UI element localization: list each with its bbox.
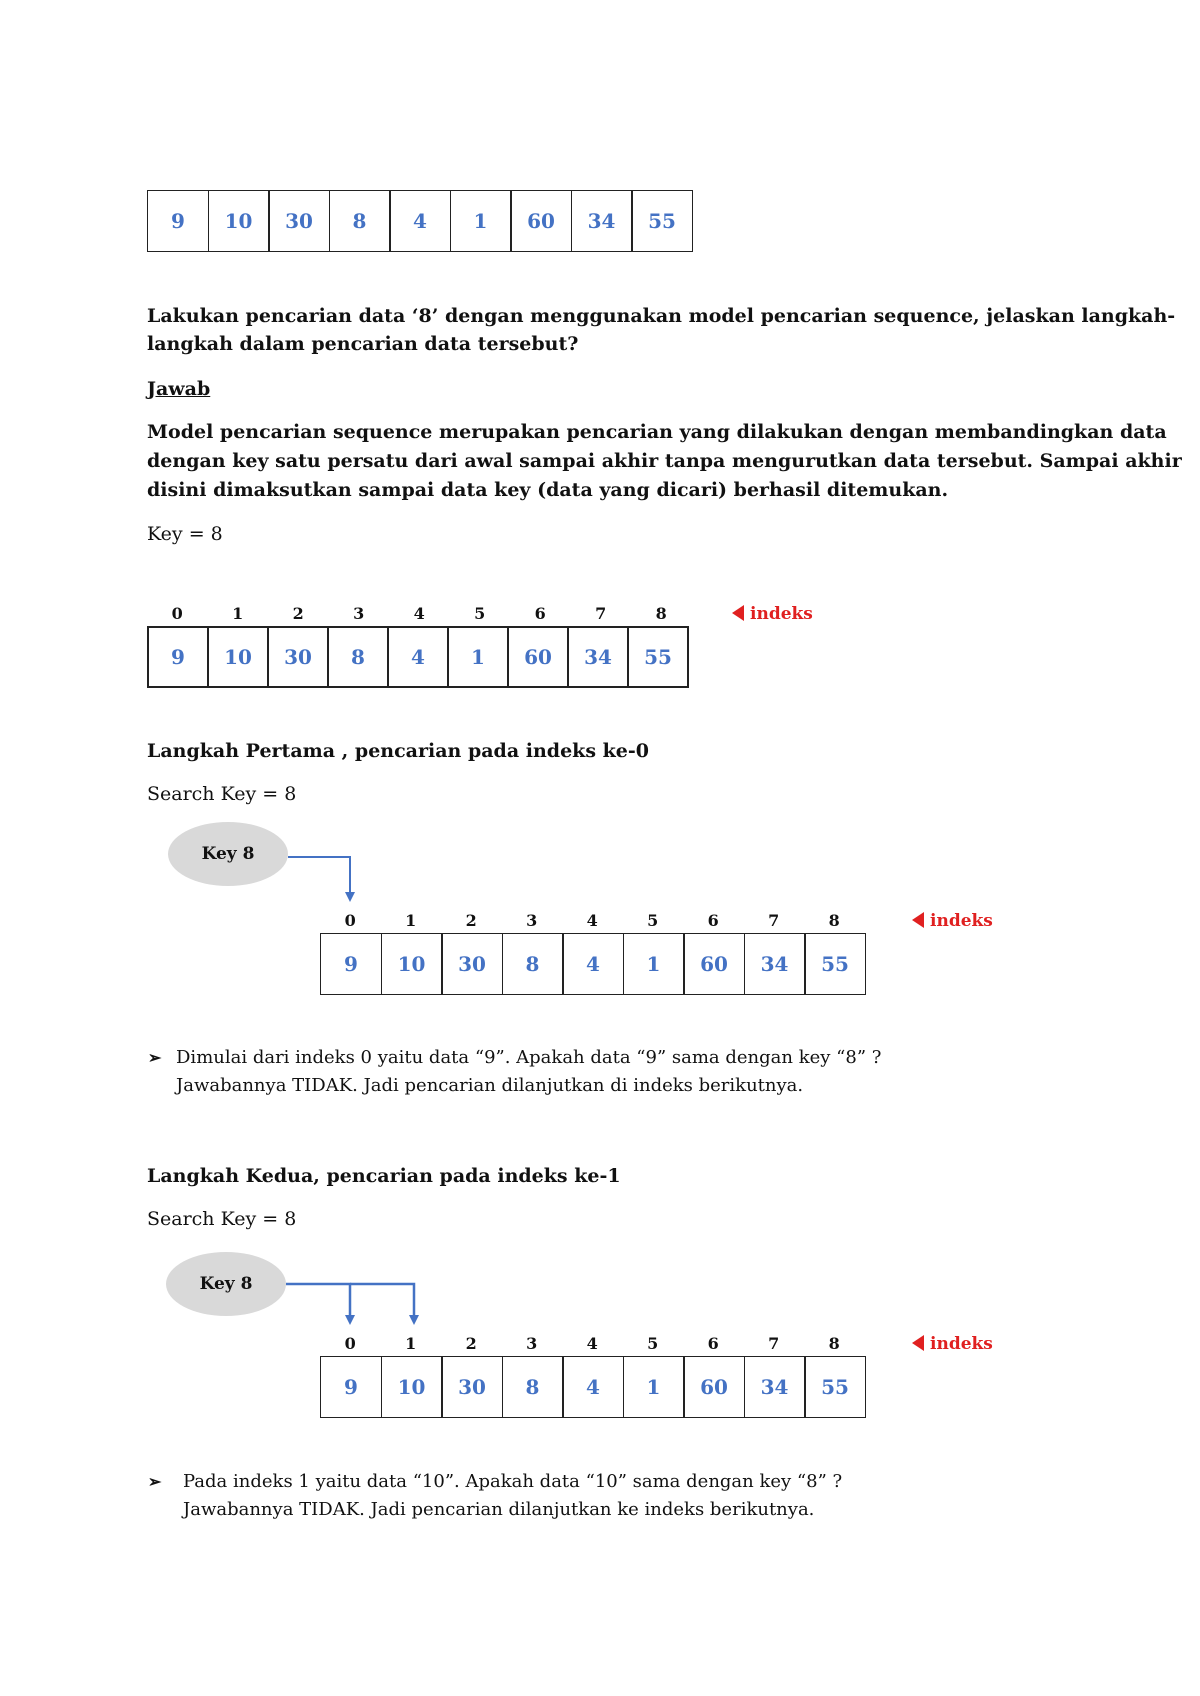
array-cell: 30 (441, 933, 503, 995)
step2-title-rest: , pencarian pada indeks ke-1 (313, 1165, 621, 1187)
step1-title-bold: Langkah Pertama (147, 740, 336, 762)
index-label: 7 (768, 911, 780, 930)
index-label: 4 (586, 911, 598, 930)
array-cell: 8 (327, 626, 389, 688)
index-label: 7 (595, 604, 607, 623)
index-label: 8 (828, 1334, 840, 1353)
step2-note-line-2: Jawabannya TIDAK. Jadi pencarian dilanjutkan ke indeks berikutnya. (183, 1499, 815, 1520)
array-cell: 1 (623, 933, 685, 995)
array-cell: 60 (683, 933, 745, 995)
index-marker-label: indeks (750, 604, 813, 624)
index-label: 0 (344, 1334, 356, 1353)
array-cell: 8 (502, 933, 564, 995)
step2-title-bold: Langkah Kedua (147, 1165, 314, 1187)
index-label: 6 (707, 911, 719, 930)
index-label: 1 (232, 604, 244, 623)
array-cell: 30 (268, 190, 330, 252)
arrowhead-bullet-icon: ➢ (148, 1472, 162, 1491)
array-cell: 1 (450, 190, 512, 252)
array-cell: 8 (329, 190, 391, 252)
explanation-line-2: dengan key satu persatu dari awal sampai akhir tanpa mengurutkan data tersebut. Sampai akhir (147, 450, 1182, 472)
index-marker-label: indeks (930, 911, 993, 931)
array-cell: 30 (441, 1356, 503, 1418)
index-label: 1 (405, 1334, 417, 1353)
index-label: 3 (353, 604, 365, 623)
key-line: Key = 8 (147, 523, 223, 545)
array-cell: 34 (744, 1356, 806, 1418)
array-cell: 60 (510, 190, 572, 252)
index-label: 0 (344, 911, 356, 930)
index-label: 5 (474, 604, 486, 623)
array-cell: 9 (320, 933, 382, 995)
index-marker-label: indeks (930, 1334, 993, 1354)
array-cell: 8 (502, 1356, 564, 1418)
index-label: 0 (171, 604, 183, 623)
step1-search-key: Search Key = 8 (147, 783, 297, 805)
index-label: 7 (768, 1334, 780, 1353)
step2-search-key: Search Key = 8 (147, 1208, 297, 1230)
array-cell: 60 (507, 626, 569, 688)
step1-note-line-1: Dimulai dari indeks 0 yaitu data “9”. Apakah data “9” sama dengan key “8” ? (176, 1047, 882, 1068)
array-cell: 9 (147, 190, 209, 252)
explanation-line-1: Model pencarian sequence merupakan pencarian yang dilakukan dengan membandingkan data (147, 421, 1167, 443)
array-cell: 9 (320, 1356, 382, 1418)
step2-key-oval: Key 8 (166, 1252, 286, 1316)
index-label: 5 (647, 911, 659, 930)
step1-title-rest: , pencarian pada indeks ke-0 (335, 740, 649, 762)
index-label: 4 (586, 1334, 598, 1353)
index-label: 6 (707, 1334, 719, 1353)
array-cell: 9 (147, 626, 209, 688)
index-label: 4 (413, 604, 425, 623)
array-cell: 10 (208, 190, 270, 252)
array-cell: 34 (744, 933, 806, 995)
array-cell: 55 (804, 1356, 866, 1418)
array-cell: 1 (623, 1356, 685, 1418)
array-cell: 4 (562, 1356, 624, 1418)
array-cell: 55 (631, 190, 693, 252)
index-label: 3 (526, 1334, 538, 1353)
index-label: 8 (828, 911, 840, 930)
step1-arrow (288, 857, 350, 897)
array-cell: 4 (389, 190, 451, 252)
index-label: 3 (526, 911, 538, 930)
array-cell: 4 (387, 626, 449, 688)
array-cell: 55 (804, 933, 866, 995)
step1-note-line-2: Jawabannya TIDAK. Jadi pencarian dilanjutkan di indeks berikutnya. (176, 1075, 804, 1096)
step1-key-oval: Key 8 (168, 822, 288, 886)
explanation-line-3: disini dimaksutkan sampai data key (data yang dicari) berhasil ditemukan. (147, 479, 949, 501)
index-label: 8 (655, 604, 667, 623)
question-line-1: Lakukan pencarian data ‘8’ dengan menggunakan model pencarian sequence, jelaskan langkah- (147, 305, 1176, 327)
array-cell: 1 (447, 626, 509, 688)
array-cell: 10 (207, 626, 269, 688)
step2-arrow-index1 (350, 1284, 414, 1320)
index-label: 5 (647, 1334, 659, 1353)
array-cell: 55 (627, 626, 689, 688)
index-label: 2 (465, 911, 477, 930)
array-cell: 34 (567, 626, 629, 688)
question-line-2: langkah dalam pencarian data tersebut? (147, 333, 579, 355)
array-cell: 30 (267, 626, 329, 688)
array-cell: 10 (381, 933, 443, 995)
array-cell: 10 (381, 1356, 443, 1418)
index-label: 2 (465, 1334, 477, 1353)
step2-arrow-index0 (286, 1284, 350, 1320)
array-cell: 34 (571, 190, 633, 252)
array-cell: 4 (562, 933, 624, 995)
index-label: 6 (534, 604, 546, 623)
answer-heading: Jawab (147, 378, 211, 400)
step2-note-line-1: Pada indeks 1 yaitu data “10”. Apakah data “10” sama dengan key “8” ? (183, 1471, 843, 1492)
index-label: 2 (292, 604, 304, 623)
index-label: 1 (405, 911, 417, 930)
array-cell: 60 (683, 1356, 745, 1418)
arrowhead-bullet-icon: ➢ (148, 1048, 162, 1067)
